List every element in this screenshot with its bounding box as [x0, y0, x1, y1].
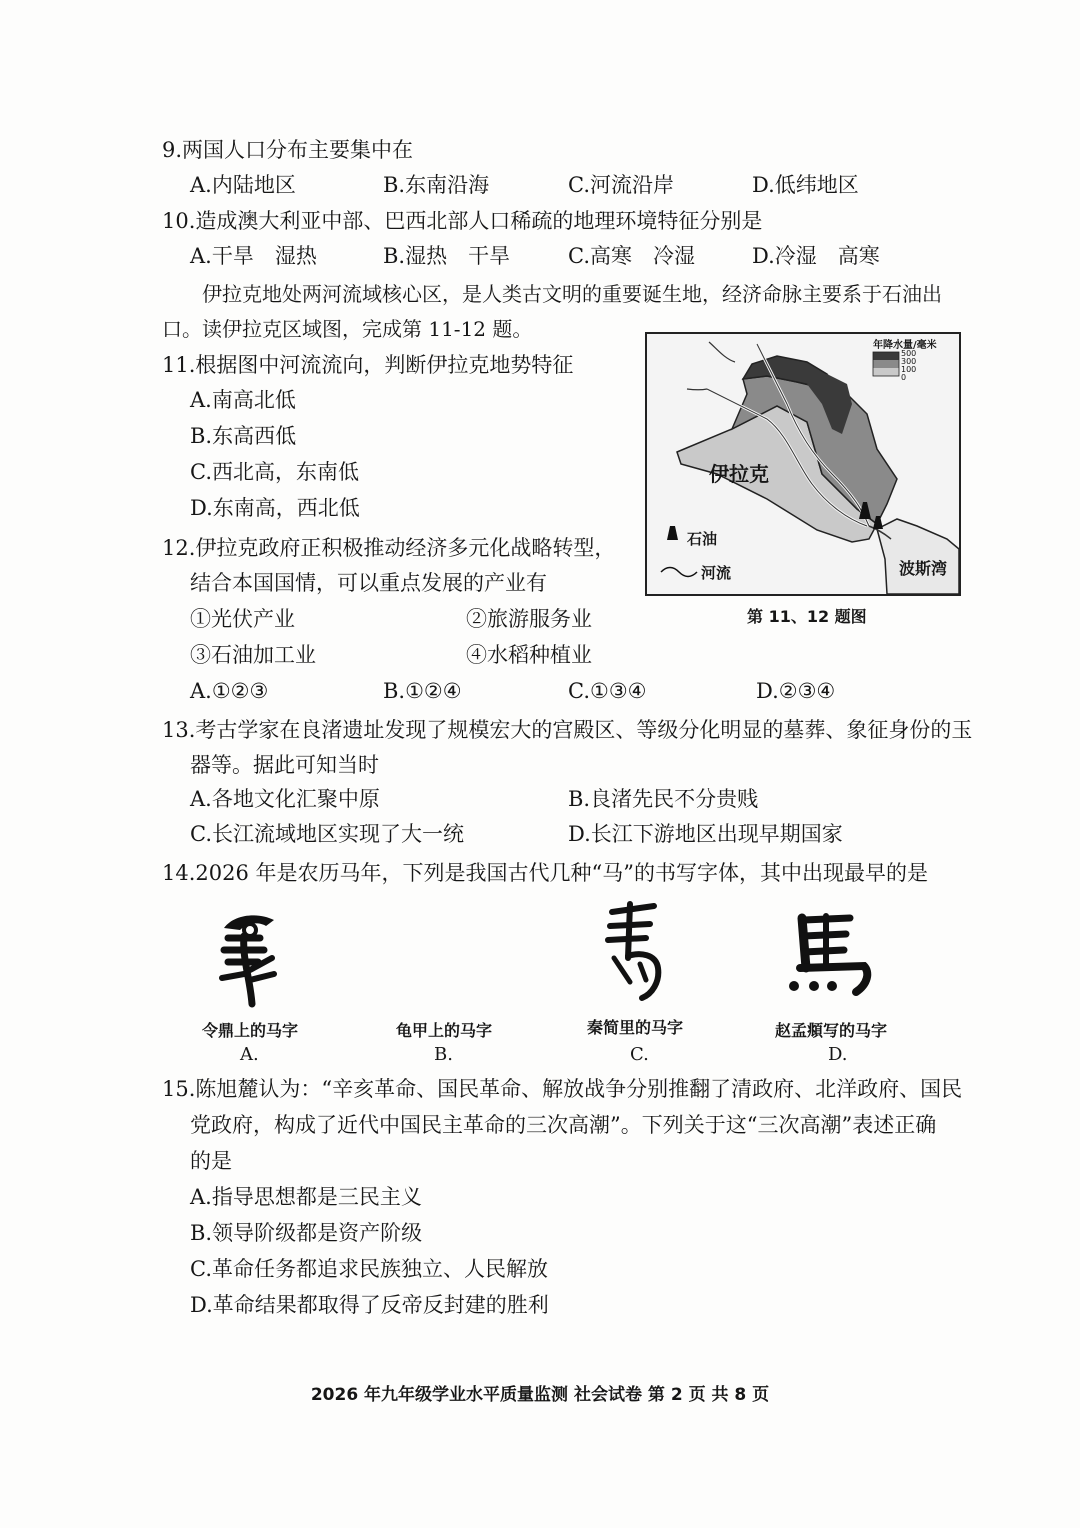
horse-glyph-zhao-mengfu: [780, 910, 880, 1000]
legend-river-icon: [661, 568, 697, 577]
q10-option-c: C.高寒 冷湿: [568, 244, 695, 268]
legend-values: [901, 350, 916, 382]
q15-option-c: C.革命任务都追求民族独立、人民解放: [190, 1257, 548, 1281]
horse-glyph-qin-slip: [600, 898, 670, 1002]
q10-option-b: B.湿热 干旱: [383, 244, 511, 268]
q12-option-a: A.①②③: [190, 679, 269, 703]
q12-item-4: ④水稻种植业: [466, 643, 592, 667]
legend-value-300: 300: [901, 357, 917, 366]
country-label: 伊拉克: [709, 462, 769, 486]
q15-option-b: B.领导阶级都是资产阶级: [190, 1221, 423, 1245]
q12-option-b: B.①②④: [383, 679, 462, 703]
horse-glyph-bronze: [214, 908, 286, 1008]
q9-stem: 9.两国人口分布主要集中在: [162, 138, 414, 162]
legend-swatch-wet: [873, 352, 899, 360]
legend-oil-icon: [667, 526, 678, 540]
page-footer: 2026 年九年级学业水平质量监测 社会试卷 第 2 页 共 8 页: [310, 1385, 770, 1405]
gulf-label: 波斯湾: [899, 559, 948, 578]
q9-option-b: B.东南沿海: [383, 173, 490, 197]
q12-item-3: ③石油加工业: [190, 643, 316, 667]
q14-option-c: C.: [630, 1044, 649, 1065]
q9-option-d: D.低纬地区: [752, 173, 859, 197]
q12-option-d: D.②③④: [756, 679, 836, 703]
legend-title: 年降水量/毫米: [873, 340, 937, 351]
q13-stem-line-1: 13.考古学家在良渚遗址发现了规模宏大的宫殿区、等级分化明显的墓葬、象征身份的玉: [162, 718, 973, 742]
q15-stem-line-3: 的是: [190, 1149, 232, 1173]
q12-item-2: ②旅游服务业: [466, 607, 592, 631]
map-caption: 第 11、12 题图: [747, 607, 867, 626]
q14-option-a: A.: [240, 1044, 259, 1065]
q11-stem: 11.根据图中河流流向，判断伊拉克地势特征: [162, 353, 574, 377]
legend-value-500: 500: [901, 349, 917, 358]
glyph-caption-c: 秦简里的马字: [587, 1018, 684, 1037]
q11-option-a: A.南高北低: [190, 388, 296, 412]
q11-option-b: B.东高西低: [190, 424, 297, 448]
glyph-caption-a: 令鼎上的马字: [202, 1021, 299, 1040]
q10-option-d: D.冷湿 高寒: [752, 244, 880, 268]
q10-stem: 10.造成澳大利亚中部、巴西北部人口稀疏的地理环境特征分别是: [162, 209, 763, 233]
q12-item-1: ①光伏产业: [190, 607, 295, 631]
q13-option-b: B.良渚先民不分贵贱: [568, 787, 759, 811]
q15-stem-line-1: 15.陈旭麓认为：“辛亥革命、国民革命、解放战争分别推翻了清政府、北洋政府、国民: [162, 1077, 963, 1101]
q9-option-a: A.内陆地区: [190, 173, 296, 197]
glyph-caption-b: 龟甲上的马字: [396, 1021, 493, 1040]
q13-option-d: D.长江下游地区出现早期国家: [568, 822, 843, 846]
legend-swatch-mid: [873, 360, 899, 368]
q15-option-d: D.革命结果都取得了反帝反封建的胜利: [190, 1293, 549, 1317]
q15-stem-line-2: 党政府，构成了近代中国民主革命的三次高潮”。下列关于这“三次高潮”表述正确: [190, 1113, 937, 1137]
q11-option-d: D.东南高，西北低: [190, 496, 360, 520]
q12-option-c: C.①③④: [568, 679, 647, 703]
q14-option-b: B.: [434, 1044, 453, 1065]
q12-stem-line-1: 12.伊拉克政府正积极推动经济多元化战略转型，: [162, 536, 616, 560]
glyph-caption-d: 赵孟頫写的马字: [775, 1021, 888, 1040]
q13-stem-line-2: 器等。据此可知当时: [190, 753, 379, 777]
q13-option-a: A.各地文化汇聚中原: [190, 787, 380, 811]
intro-line-2: 口。读伊拉克区域图，完成第 11-12 题。: [162, 317, 533, 341]
q13-option-c: C.长江流域地区实现了大一统: [190, 822, 464, 846]
q10-option-a: A.干旱 湿热: [190, 244, 317, 268]
iraq-map: [645, 332, 961, 596]
intro-line-1: 伊拉克地处两河流域核心区，是人类古文明的重要诞生地，经济命脉主要系于石油出: [202, 282, 942, 306]
q14-option-d: D.: [828, 1044, 848, 1065]
q15-option-a: A.指导思想都是三民主义: [190, 1185, 422, 1209]
legend-value-0: 0: [901, 373, 907, 382]
oil-legend-label: 石油: [687, 530, 718, 548]
q14-stem: 14.2026 年是农历马年，下列是我国古代几种“马”的书写字体，其中出现最早的是: [162, 861, 928, 885]
q11-option-c: C.西北高，东南低: [190, 460, 359, 484]
legend-swatch-dry: [873, 368, 899, 376]
legend-value-100: 100: [901, 365, 917, 374]
q12-stem-line-2: 结合本国国情，可以重点发展的产业有: [190, 571, 547, 595]
river-legend-label: 河流: [701, 564, 732, 582]
q9-option-c: C.河流沿岸: [568, 173, 674, 197]
